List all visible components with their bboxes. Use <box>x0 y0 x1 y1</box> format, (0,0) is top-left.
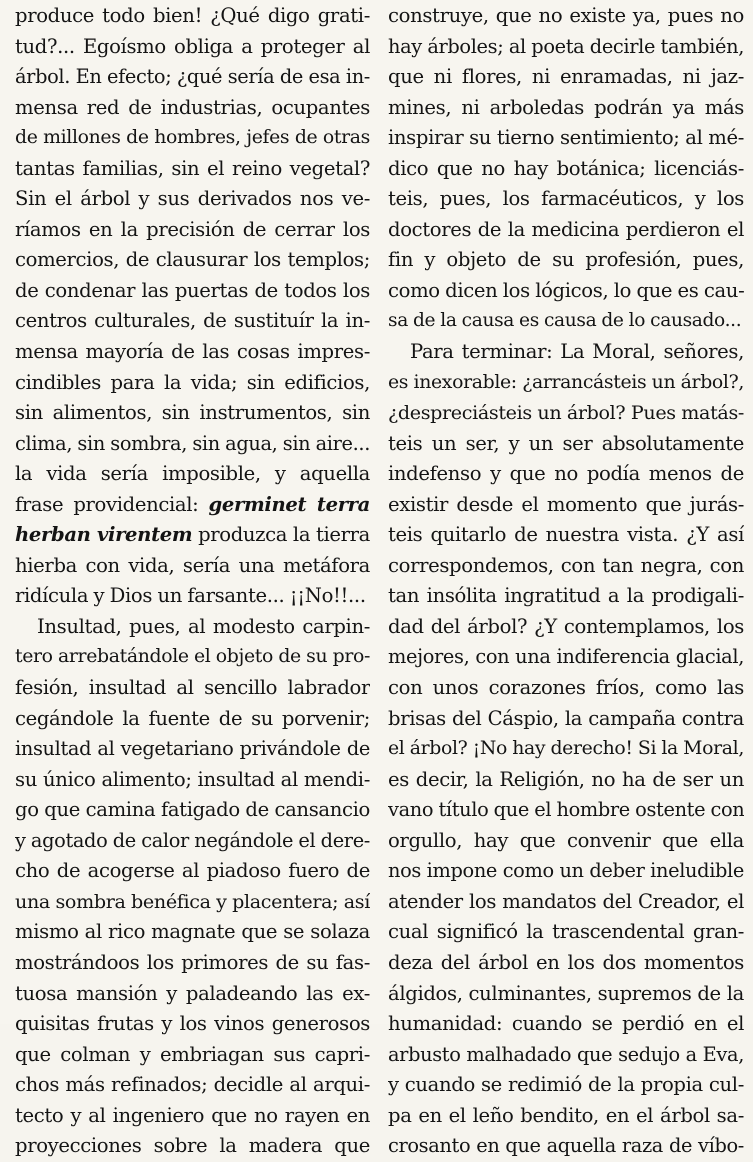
text-line: cho de acogerse al piadoso fuero de <box>15 859 370 883</box>
text-line: tero arrebatándole el objeto de su pro- <box>15 646 370 668</box>
text-line: tuosa mansión y paladeando las ex- <box>15 981 370 1005</box>
left-column <box>15 1 370 1162</box>
text-line: construye, que no existe ya, pues no <box>388 4 744 27</box>
text-line: mismo al rico magnate que se solaza <box>15 920 370 944</box>
text-span: produzca la tierra <box>192 523 370 547</box>
text-line: deza del árbol en los dos momentos <box>388 950 744 974</box>
paragraph-first-line: Para terminar: La Moral, señores, <box>410 340 744 364</box>
text-span: frase providencial: <box>15 492 209 516</box>
text-line-latin <box>15 490 370 521</box>
latin-phrase: germinet terra <box>208 492 370 516</box>
text-line: mensa mayoría de las cosas impres- <box>15 340 370 364</box>
text-line: clima, sin sombra, sin agua, sin aire... <box>15 431 370 455</box>
text-line: su único alimento; insultad al mendi- <box>15 767 370 791</box>
text-line: brisas del Cáspio, la campaña contra <box>388 706 744 730</box>
text-line: nos impone como un deber ineludible <box>388 859 744 883</box>
text-line: orgullo, hay que convenir que ella <box>388 828 744 852</box>
text-line: mostrándoos los primores de su fas- <box>15 950 370 974</box>
text-line: el árbol? ¡No hay derecho! Si la Moral, <box>388 738 744 760</box>
text-line: tantas familias, sin el reino vegetal? <box>15 156 370 180</box>
text-line: inspirar su tierno sentimiento; al mé- <box>388 126 744 150</box>
text-line: arbusto malhadado que sedujo a Eva, <box>388 1042 744 1066</box>
text-line: comercios, de clausurar los templos; <box>15 248 370 272</box>
text-line: la vida sería imposible, y aquella <box>15 462 370 486</box>
text-line: insultad al vegetariano privándole de <box>15 737 370 761</box>
text-line: produce todo bien! ¿Qué digo grati- <box>15 4 370 27</box>
paragraph-first-line: Insultad, pues, al modesto carpin- <box>37 614 370 638</box>
text-line: go que camina fatigado de cansancio <box>15 798 370 822</box>
text-line: de millones de hombres, jefes de otras <box>15 127 370 149</box>
text-line: hay árboles; al poeta decirle también, <box>388 34 744 58</box>
text-line: cindibles para la vida; sin edificios, <box>15 370 370 394</box>
text-line: indefenso y que no podía menos de <box>388 462 744 486</box>
latin-phrase: herban virentem <box>15 523 193 547</box>
text-line: hierba con vida, sería una metáfora <box>15 553 370 577</box>
text-line: humanidad: cuando se perdió en el <box>388 1012 744 1036</box>
text-line: ríamos en la precisión de cerrar los <box>15 217 370 241</box>
right-column <box>388 1 744 1162</box>
text-line: mensa red de industrias, ocupantes <box>15 95 370 119</box>
text-line: centros culturales, de sustituír la in- <box>15 309 370 333</box>
text-line: tud?... Egoísmo obliga a proteger al <box>15 34 370 58</box>
text-line: sa de la causa es causa de lo causado... <box>388 310 742 332</box>
text-line: una sombra benéfica y placentera; así <box>15 889 370 913</box>
text-line-latin <box>15 520 370 551</box>
text-line: teis un ser, y un ser absolutamente <box>388 431 744 455</box>
text-line: y agotado de calor negándole el dere- <box>15 828 370 852</box>
text-line: fin y objeto de su profesión, pues, <box>388 248 744 272</box>
text-line: atender los mandatos del Creador, el <box>388 889 744 913</box>
text-line: proyecciones sobre la madera que <box>15 1134 370 1158</box>
text-line: teis quitarlo de nuestra vista. ¿Y así <box>388 523 744 547</box>
text-line: quisitas frutas y los vinos generosos <box>15 1012 370 1036</box>
text-line: con unos corazones fríos, como las <box>388 676 744 700</box>
text-line: y cuando se redimió de la propia cul- <box>388 1073 744 1097</box>
text-line: es decir, la Religión, no ha de ser un <box>388 767 744 791</box>
text-line: que colman y embriagan sus capri- <box>15 1042 370 1066</box>
text-line: árbol. En efecto; ¿qué sería de esa in- <box>15 65 370 89</box>
text-line: álgidos, culminantes, supremos de la <box>388 981 744 1005</box>
text-line: mines, ni arboledas podrán ya más <box>388 95 744 119</box>
text-line: mejores, con una indiferencia glacial, <box>388 645 744 669</box>
text-line: ¿despreciásteis un árbol? Pues matás- <box>388 401 744 425</box>
text-line: dad del árbol? ¿Y contemplamos, los <box>388 614 744 638</box>
text-line: es inexorable: ¿arrancásteis un árbol?, <box>388 371 744 393</box>
text-line: vano título que el hombre ostente con <box>388 798 744 822</box>
text-line: que ni flores, ni enramadas, ni jaz- <box>388 65 744 89</box>
text-line: fesión, insultad al sencillo labrador <box>15 676 370 700</box>
text-line: pa en el leño bendito, en el árbol sa- <box>388 1103 744 1127</box>
text-line: dico que no hay botánica; licenciás- <box>388 156 744 180</box>
text-line: teis, pues, los farmacéuticos, y los <box>388 187 744 211</box>
text-line: tecto y al ingeniero que no rayen en <box>15 1103 370 1127</box>
text-line: de condenar las puertas de todos los <box>15 278 370 302</box>
text-line: Sin el árbol y sus derivados nos ve- <box>15 187 370 211</box>
text-line: tan insólita ingratitud a la prodigali- <box>388 584 744 608</box>
text-line: correspondemos, con tan negra, con <box>388 553 744 577</box>
text-line: cegándole la fuente de su porvenir; <box>15 706 370 730</box>
text-line: cual significó la trascendental gran- <box>388 920 744 944</box>
text-line: crosanto en que aquella raza de víbo- <box>388 1134 744 1158</box>
text-line: chos más refinados; decidle al arqui- <box>15 1073 370 1097</box>
text-line: existir desde el momento que jurás- <box>388 492 744 516</box>
text-line: doctores de la medicina perdieron el <box>388 217 744 241</box>
text-line: sin alimentos, sin instrumentos, sin <box>15 401 370 425</box>
text-line: como dicen los lógicos, lo que es cau- <box>388 278 744 302</box>
text-line: ridícula y Dios un farsante... ¡¡No!!... <box>15 584 366 608</box>
